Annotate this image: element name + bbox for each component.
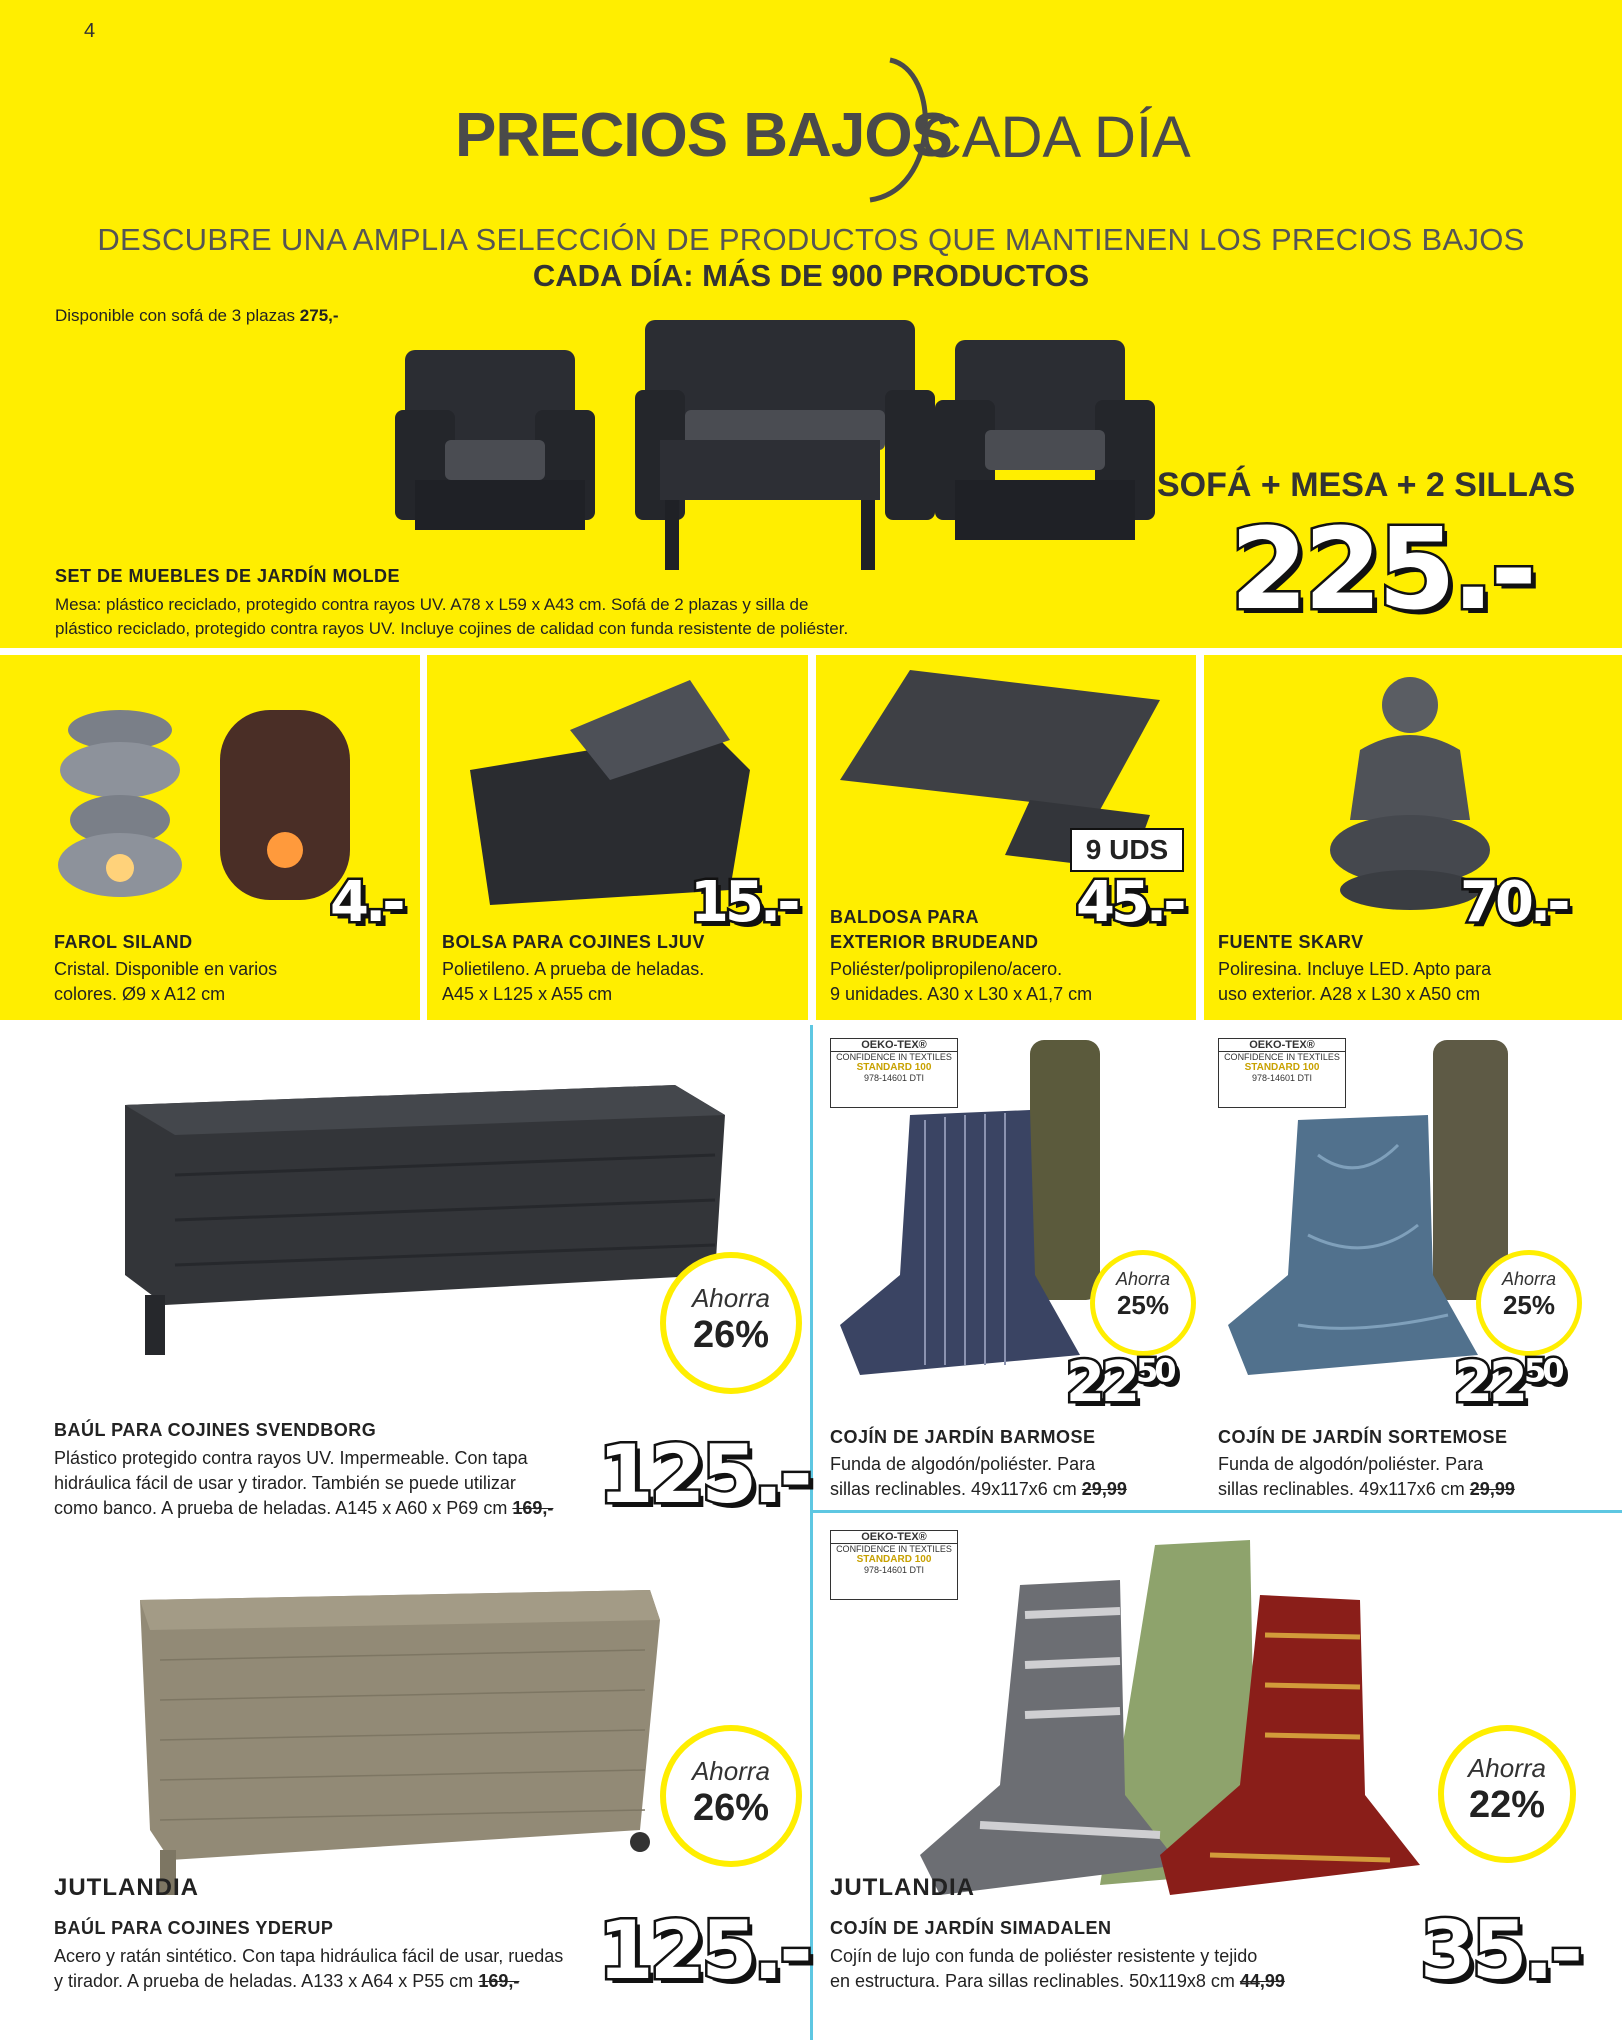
hero-desc-line-2: plástico reciclado, protegido contra rayos UV. Incluye cojines de calidad con funda resistente de poliéster. xyxy=(55,619,849,638)
subtitle-line-2: CADA DÍA: MÁS DE 900 PRODUCTOS xyxy=(532,258,1090,293)
hero-combo-label: SOFÁ + MESA + 2 SILLAS xyxy=(1157,466,1576,504)
fuente-price: 70.- xyxy=(1460,870,1567,935)
oeko-standard: STANDARD 100 xyxy=(856,1554,932,1565)
baldosa-name-1: BALDOSA PARA xyxy=(830,907,979,927)
baldosa-name-2: EXTERIOR BRUDEAND xyxy=(830,932,1039,952)
brand-title-light: CADA DÍA xyxy=(920,105,1191,170)
baldosa-desc-2: 9 unidades. A30 x L30 x A1,7 cm xyxy=(830,984,1093,1004)
hero-product-name: SET DE MUEBLES DE JARDÍN MOLDE xyxy=(55,566,401,586)
yderup-desc-2 xyxy=(54,1969,519,1994)
fuente-name: FUENTE SKARV xyxy=(1218,932,1364,952)
bolsa-name: BOLSA PARA COJINES LJUV xyxy=(442,932,705,952)
savings-badge-yderup xyxy=(660,1725,802,1867)
oeko-line: CONFIDENCE IN TEXTILES xyxy=(1224,1052,1340,1062)
badge-label: Ahorra xyxy=(1501,1269,1557,1289)
desc-text: en estructura. Para sillas reclinables. 50x119x8 cm xyxy=(830,1971,1235,1991)
desc-text: sillas reclinables. 49x117x6 cm xyxy=(1218,1479,1465,1499)
badge-label: Ahorra xyxy=(1467,1753,1547,1783)
desc-text: sillas reclinables. 49x117x6 cm xyxy=(830,1479,1077,1499)
oeko-code: 978-14601 DTI xyxy=(1251,1073,1313,1083)
bolsa-desc-2: A45 x L125 x A55 cm xyxy=(442,984,613,1004)
desc-text: y tirador. A prueba de heladas. A133 x A64 x P55 cm xyxy=(54,1971,474,1991)
yderup-price: 125.- xyxy=(598,1904,809,1997)
price-dec: 50 xyxy=(1135,1351,1173,1390)
subtitle-line-1: DESCUBRE UNA AMPLIA SELECCIÓN DE PRODUCTOS QUE MANTIENEN LOS PRECIOS BAJOS xyxy=(97,222,1525,257)
oeko-code: 978-14601 DTI xyxy=(863,1565,925,1575)
horizontal-divider xyxy=(813,1510,1622,1513)
fuente-desc-1: Poliresina. Incluye LED. Apto para xyxy=(1218,959,1492,979)
farol-price: 4.- xyxy=(330,870,402,935)
simadalen-price: 35.- xyxy=(1420,1904,1579,1997)
bolsa-price: 15.- xyxy=(690,870,797,935)
oeko-title: OEKO-TEX® xyxy=(831,1531,957,1544)
hero-availability-note xyxy=(55,306,339,326)
jutlandia-logo-yderup: JUTLANDIA xyxy=(54,1874,199,1901)
barmose-price xyxy=(1066,1350,1172,1415)
simadalen-desc-1: Cojín de lujo con funda de poliéster resistente y tejido xyxy=(830,1946,1258,1966)
svendborg-desc-1: Plástico protegido contra rayos UV. Impermeable. Con tapa xyxy=(54,1448,528,1468)
yderup-name: BAÚL PARA COJINES YDERUP xyxy=(54,1918,334,1938)
jutlandia-logo-simadalen: JUTLANDIA xyxy=(830,1874,975,1901)
sortemose-price xyxy=(1454,1350,1560,1415)
savings-badge-svendborg xyxy=(660,1252,802,1394)
farol-desc-1: Cristal. Disponible en varios xyxy=(54,959,278,979)
farol-desc-2: colores. Ø9 x A12 cm xyxy=(54,984,226,1004)
lantern-image xyxy=(50,690,370,905)
badge-percent: 25% xyxy=(1502,1290,1556,1320)
oeko-title: OEKO-TEX® xyxy=(1219,1039,1345,1052)
note-text: Disponible con sofá de 3 plazas xyxy=(55,306,296,325)
badge-label: Ahorra xyxy=(1115,1269,1171,1289)
yderup-desc-1: Acero y ratán sintético. Con tapa hidráulica fácil de usar, ruedas xyxy=(54,1946,564,1966)
badge-percent: 22% xyxy=(1468,1784,1546,1826)
price-dec: 50 xyxy=(1523,1351,1561,1390)
bolsa-desc-1: Polietileno. A prueba de heladas. xyxy=(442,959,705,979)
simadalen-name: COJÍN DE JARDÍN SIMADALEN xyxy=(830,1918,1112,1938)
svendborg-name: BAÚL PARA COJINES SVENDBORG xyxy=(54,1420,377,1440)
cushion-sortemose-image xyxy=(1218,1035,1508,1385)
oeko-line: CONFIDENCE IN TEXTILES xyxy=(836,1052,952,1062)
svendborg-desc-2: hidráulica fácil de usar y tirador. También se puede utilizar xyxy=(54,1473,516,1493)
oeko-standard: STANDARD 100 xyxy=(1244,1062,1320,1073)
baldosa-desc-1: Poliéster/polipropileno/acero. xyxy=(830,959,1063,979)
price-int: 22 xyxy=(1454,1350,1524,1415)
oeko-line: CONFIDENCE IN TEXTILES xyxy=(836,1544,952,1554)
savings-badge-barmose xyxy=(1090,1250,1196,1356)
old-price: 29,99 xyxy=(1469,1479,1515,1499)
sortemose-name: COJÍN DE JARDÍN SORTEMOSE xyxy=(1218,1427,1508,1447)
note-price: 275,- xyxy=(299,306,339,325)
old-price: 29,99 xyxy=(1081,1479,1127,1499)
hero-price: 225.- xyxy=(1230,505,1533,635)
oeko-standard: STANDARD 100 xyxy=(856,1062,932,1073)
badge-label: Ahorra xyxy=(691,1756,771,1786)
vertical-divider xyxy=(810,1025,813,2040)
cushions-simadalen-image xyxy=(920,1535,1430,1905)
badge-percent: 26% xyxy=(692,1787,770,1829)
storage-box-yderup-image xyxy=(130,1580,670,1900)
barmose-name: COJÍN DE JARDÍN BARMOSE xyxy=(830,1427,1096,1447)
old-price: 169,- xyxy=(512,1498,554,1518)
barmose-desc-1: Funda de algodón/poliéster. Para xyxy=(830,1454,1096,1474)
desc-text: como banco. A prueba de heladas. A145 x A60 x P69 cm xyxy=(54,1498,508,1518)
badge-percent: 25% xyxy=(1116,1290,1170,1320)
badge-percent: 26% xyxy=(692,1314,770,1356)
page-number: 4 xyxy=(84,20,96,42)
baldosa-price: 45.- xyxy=(1076,870,1183,935)
savings-badge-simadalen xyxy=(1438,1725,1576,1863)
barmose-desc-2 xyxy=(830,1477,1127,1502)
svendborg-price: 125.- xyxy=(598,1428,809,1521)
savings-badge-sortemose xyxy=(1476,1250,1582,1356)
sortemose-desc-2 xyxy=(1218,1477,1515,1502)
simadalen-desc-2 xyxy=(830,1969,1285,1994)
garden-furniture-set-image xyxy=(395,310,1165,580)
oeko-code: 978-14601 DTI xyxy=(863,1073,925,1083)
svendborg-desc-3 xyxy=(54,1496,553,1521)
farol-name: FAROL SILAND xyxy=(54,932,193,952)
sortemose-desc-1: Funda de algodón/poliéster. Para xyxy=(1218,1454,1484,1474)
badge-label: Ahorra xyxy=(691,1283,771,1313)
fuente-desc-2: uso exterior. A28 x L30 x A50 cm xyxy=(1218,984,1481,1004)
old-price: 169,- xyxy=(478,1971,520,1991)
oeko-title: OEKO-TEX® xyxy=(831,1039,957,1052)
hero-desc-line-1: Mesa: plástico reciclado, protegido contra rayos UV. A78 x L59 x A43 cm. Sofá de 2 plazas y silla de xyxy=(55,595,809,614)
price-int: 22 xyxy=(1066,1350,1136,1415)
cushion-barmose-image xyxy=(830,1035,1100,1385)
old-price: 44,99 xyxy=(1239,1971,1285,1991)
units-tag: 9 UDS xyxy=(1070,828,1184,872)
storage-box-svendborg-image xyxy=(115,1075,735,1375)
brand-title-bold: PRECIOS BAJOS xyxy=(455,101,952,170)
